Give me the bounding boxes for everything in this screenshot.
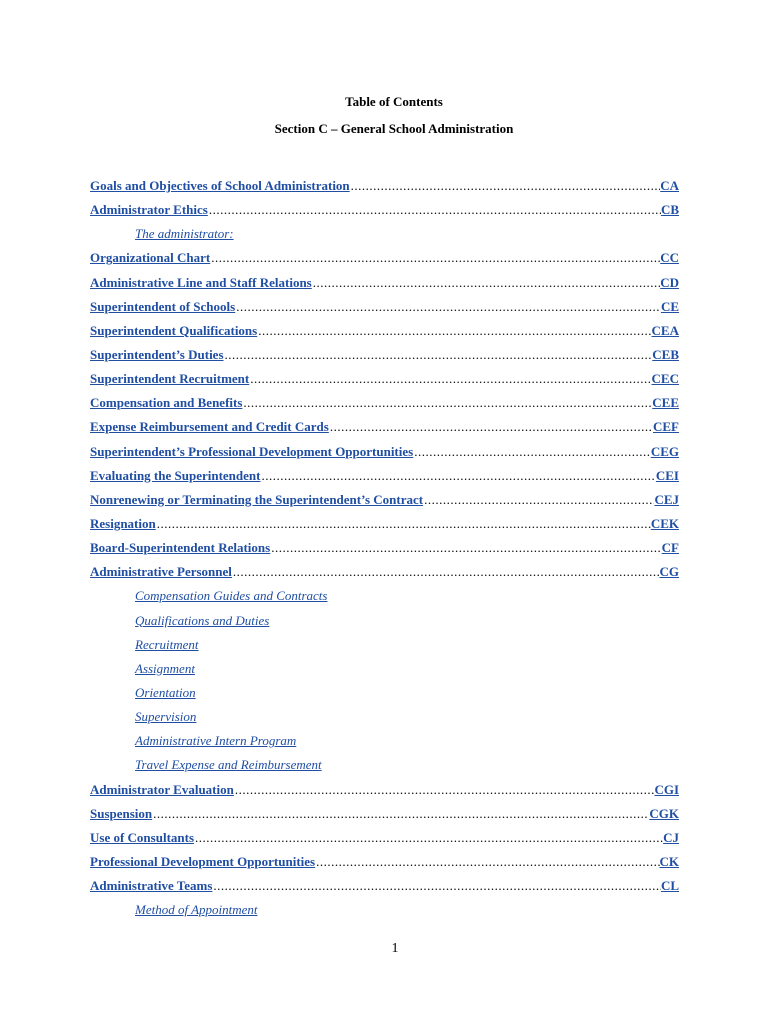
toc-subentry-link[interactable]: Recruitment (135, 636, 199, 652)
toc-subentry-link[interactable]: Travel Expense and Reimbursement (135, 757, 322, 773)
toc-entry[interactable] (90, 345, 679, 369)
toc-entry-code-link[interactable]: CEK (650, 515, 679, 531)
toc-entry-code-link[interactable]: CEJ (654, 491, 679, 507)
toc-entry-link[interactable]: Compensation and Benefits (90, 395, 243, 411)
toc-entry-code-link[interactable]: CD (660, 274, 679, 290)
dot-leader (270, 538, 661, 558)
toc-entry-link[interactable]: Administrator Evaluation (90, 781, 234, 797)
dot-leader (208, 200, 661, 220)
toc-entry[interactable] (90, 780, 679, 804)
toc-entry-link[interactable]: Administrative Line and Staff Relations (90, 274, 312, 290)
toc-subentry[interactable] (90, 755, 679, 779)
dot-leader (232, 562, 660, 582)
toc-subentry-link[interactable]: Orientation (135, 684, 196, 700)
toc-subentry-link[interactable]: Supervision (135, 709, 197, 725)
toc-subentry-link[interactable]: Method of Appointment (135, 902, 258, 918)
toc-subentry-link[interactable]: The administrator: (135, 226, 234, 242)
toc-entry-code-link[interactable]: CEI (655, 467, 679, 483)
dot-leader (156, 514, 651, 534)
dot-leader (234, 780, 655, 800)
toc-entry[interactable] (90, 562, 679, 586)
toc-entry-code-link[interactable]: CB (660, 202, 679, 218)
toc-entry-code-link[interactable]: CEF (653, 419, 679, 435)
toc-entry-code-link[interactable]: CA (660, 178, 679, 193)
toc-entry[interactable] (90, 369, 679, 393)
dot-leader (260, 466, 655, 486)
toc-entry[interactable] (90, 828, 679, 852)
toc-entry-code-link[interactable]: CE (660, 298, 679, 314)
toc-entry[interactable] (90, 852, 679, 876)
toc-entry[interactable] (90, 297, 679, 321)
toc-entry-link[interactable]: Administrative Personnel (90, 564, 232, 580)
toc-entry-link[interactable]: Resignation (90, 515, 156, 531)
dot-leader (152, 804, 649, 824)
section-subtitle: Section C – General School Administration (274, 121, 514, 136)
toc-entry-link[interactable]: Professional Development Opportunities (90, 853, 316, 869)
dot-leader (312, 273, 660, 293)
toc-entry-link[interactable]: Superintendent’s Professional Development Opportunities (90, 443, 414, 459)
toc-entry-link[interactable]: Administrator Ethics (90, 202, 208, 218)
toc-entry-code-link[interactable]: CF (661, 540, 679, 556)
toc-entry-code-link[interactable]: CC (660, 250, 679, 266)
toc-subentry-link[interactable]: Compensation Guides and Contracts (135, 588, 328, 604)
toc-subentry[interactable] (90, 659, 679, 683)
toc-entry-link[interactable]: Superintendent’s Duties (90, 346, 224, 362)
toc-entry[interactable] (90, 804, 679, 828)
toc-entry-link[interactable]: Superintendent Recruitment (90, 371, 250, 387)
toc-subentry-link[interactable]: Qualifications and Duties (135, 612, 270, 628)
toc-entry-code-link[interactable]: CEG (650, 443, 679, 459)
toc-entry-code-link[interactable]: CEC (651, 371, 679, 387)
toc-subentry-link[interactable]: Administrative Intern Program (135, 733, 297, 749)
toc-entry-code-link[interactable]: CK (659, 853, 679, 869)
toc-subentry[interactable] (90, 731, 679, 755)
toc-entry-link[interactable]: Use of Consultants (90, 829, 195, 845)
toc-entry-link[interactable]: Nonrenewing or Terminating the Superintendent’s Contract (90, 491, 424, 507)
toc-entry-code-link[interactable]: CGK (649, 805, 679, 821)
toc-entry-link[interactable]: Evaluating the Superintendent (90, 467, 261, 483)
toc-subentry[interactable] (90, 224, 679, 248)
toc-subentry[interactable] (90, 900, 679, 924)
toc-subentry[interactable] (90, 586, 679, 610)
dot-leader (194, 828, 663, 848)
toc-subentry[interactable] (90, 683, 679, 707)
toc-entry[interactable] (90, 393, 679, 417)
dot-leader (224, 345, 653, 365)
dot-leader (210, 248, 660, 268)
toc-entry[interactable] (90, 200, 679, 224)
dot-leader (413, 442, 651, 462)
toc-entry[interactable] (90, 876, 679, 900)
toc-entry-link[interactable]: Organizational Chart (90, 250, 211, 266)
dot-leader (249, 369, 651, 389)
toc-entry-code-link[interactable]: CEB (652, 346, 679, 362)
toc-subentry[interactable] (90, 707, 679, 731)
toc-entry-code-link[interactable]: CJ (663, 829, 679, 845)
toc-entry-link[interactable]: Goals and Objectives of School Administration (90, 178, 350, 193)
toc-entry-link[interactable]: Board-Superintendent Relations (90, 540, 271, 556)
toc-subentry[interactable] (90, 635, 679, 659)
toc-entry[interactable] (90, 490, 679, 514)
dot-leader (212, 876, 661, 896)
toc-entry-code-link[interactable]: CEE (652, 395, 679, 411)
toc-entry[interactable] (90, 248, 679, 272)
dot-leader (242, 393, 652, 413)
toc-entry[interactable] (90, 466, 679, 490)
toc-entry[interactable] (90, 176, 679, 200)
dot-leader (315, 852, 659, 872)
toc-entry-code-link[interactable]: CL (660, 878, 679, 894)
toc-entry-link[interactable]: Expense Reimbursement and Credit Cards (90, 419, 329, 435)
toc-entry[interactable] (90, 417, 679, 441)
dot-leader (350, 176, 661, 196)
document-title: Table of Contents (345, 94, 443, 109)
toc-entry[interactable] (90, 442, 679, 466)
toc-entry[interactable] (90, 273, 679, 297)
dot-leader (423, 490, 654, 510)
toc-subentry[interactable] (90, 611, 679, 635)
table-of-contents (90, 176, 679, 924)
dot-leader (257, 321, 651, 341)
toc-entry-link[interactable]: Superintendent of Schools (90, 298, 236, 314)
toc-entry-link[interactable]: Suspension (90, 805, 153, 821)
toc-entry-code-link[interactable]: CEA (651, 322, 679, 338)
toc-subentry-link[interactable]: Assignment (135, 660, 195, 676)
toc-entry-link[interactable]: Administrative Teams (90, 878, 213, 894)
toc-entry-code-link[interactable]: CGI (654, 781, 679, 797)
dot-leader (235, 297, 661, 317)
dot-leader (329, 417, 653, 437)
toc-entry-code-link[interactable]: CG (659, 564, 679, 580)
toc-entry[interactable] (90, 514, 679, 538)
toc-entry-link[interactable]: Superintendent Qualifications (90, 322, 258, 338)
toc-entry[interactable] (90, 321, 679, 345)
page-number: 1 (391, 941, 399, 956)
toc-entry[interactable] (90, 538, 679, 562)
